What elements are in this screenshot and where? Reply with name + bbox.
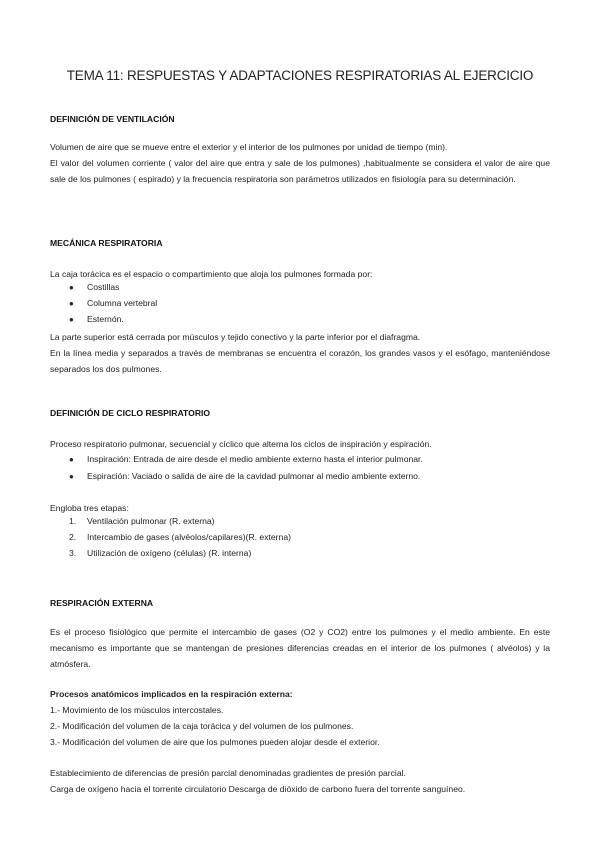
paragraph-ventilacion-definicion: Volumen de aire que se mueve entre el exterior y el interior de los pulmones por unidad de tiempo (min). [50,142,448,152]
list-item-stage: Ventilación pulmonar (R. externa) [87,516,215,526]
bullet-icon: ● [69,472,74,481]
paragraph-linea-media: En la línea media y separados a través de membranas se encuentra el corazón, los grandes vasos y el esófago, manteniéndose separados los dos pulmones. [50,348,550,374]
list-item-inspiracion: Inspiración: Entrada de aire desde el medio ambiente externo hasta el interior pulmonar. [87,454,423,464]
list-item-proceso: 2.- Modificación del volumen de la caja torácica y del volumen de los pulmones. [50,721,354,731]
paragraph-volumen-corriente: El valor del volumen corriente ( valor del aire que entra y sale de los pulmones) ,habitualmente se considera el valor de aire que sale de los pulmones ( espirado) y la frecuencia respiratoria son parámetros utilizados en fisiología para su determinación. [50,158,550,184]
list-item-proceso: 1.- Movimiento de los músculos intercostales. [50,705,224,715]
list-item: Columna vertebral [87,298,158,308]
list-item-espiracion: Espiración: Vaciado o salida de aire de la cavidad pulmonar al medio ambiente externo. [87,471,421,481]
paragraph-parte-superior: La parte superior está cerrada por músculos y tejido conectivo y la parte inferior por el diafragma. [50,332,421,342]
paragraph-gradientes: Establecimiento de diferencias de presión parcial denominadas gradientes de presión parcial. [50,768,406,778]
bullet-icon: ● [69,455,74,464]
bullet-icon: ● [69,283,74,292]
paragraph-carga-oxigeno: Carga de oxígeno hacia el torrente circulatorio Descarga de dióxido de carbono fuera del torrente sanguíneo. [50,784,466,794]
heading-mecanica-respiratoria: MECÁNICA RESPIRATORIA [50,238,163,248]
paragraph-engloba: Engloba tres etapas: [50,503,129,513]
list-item-stage: Intercambio de gases (alvéolos/capilares)(R. externa) [87,532,291,542]
list-item: Costillas [87,282,120,292]
paragraph-respiracion-externa: Es el proceso fisiológico que permite el intercambio de gases (O2 y CO2) entre los pulmones y el medio ambiente. En este mecanismo es importante que se mantengan de presiones diferencias creadas en el interior de los pulmones ( alvéolos) y la atmósfera. [50,627,550,669]
heading-ventilacion: DEFINICIÓN DE VENTILACIÓN [50,114,175,124]
paragraph-proceso-respiratorio: Proceso respiratorio pulmonar, secuencial y cíclico que alterna los ciclos de inspiración y espiración. [50,439,432,449]
list-item-stage: Utilización de oxígeno (células) (R. interna) [87,548,252,558]
list-number: 2. [69,532,77,542]
heading-ciclo-respiratorio: DEFINICIÓN DE CICLO RESPIRATORIO [50,408,211,418]
bullet-icon: ● [69,299,74,308]
bullet-icon: ● [69,315,74,324]
paragraph-caja-toracica: La caja torácica es el espacio o compartimiento que aloja los pulmones formada por: [50,269,373,279]
list-number: 3. [69,548,77,558]
list-item: Esternón. [87,314,124,324]
page-title: TEMA 11: RESPUESTAS Y ADAPTACIONES RESPIRATORIAS AL EJERCICIO [66,68,534,83]
heading-respiracion-externa: RESPIRACIÓN EXTERNA [50,598,154,608]
list-number: 1. [69,516,77,526]
subheading-procesos-anatomicos: Procesos anatómicos implicados en la respiración externa: [50,689,293,699]
list-item-proceso: 3.- Modificación del volumen de aire que los pulmones pueden alojar desde el exterior. [50,737,380,747]
